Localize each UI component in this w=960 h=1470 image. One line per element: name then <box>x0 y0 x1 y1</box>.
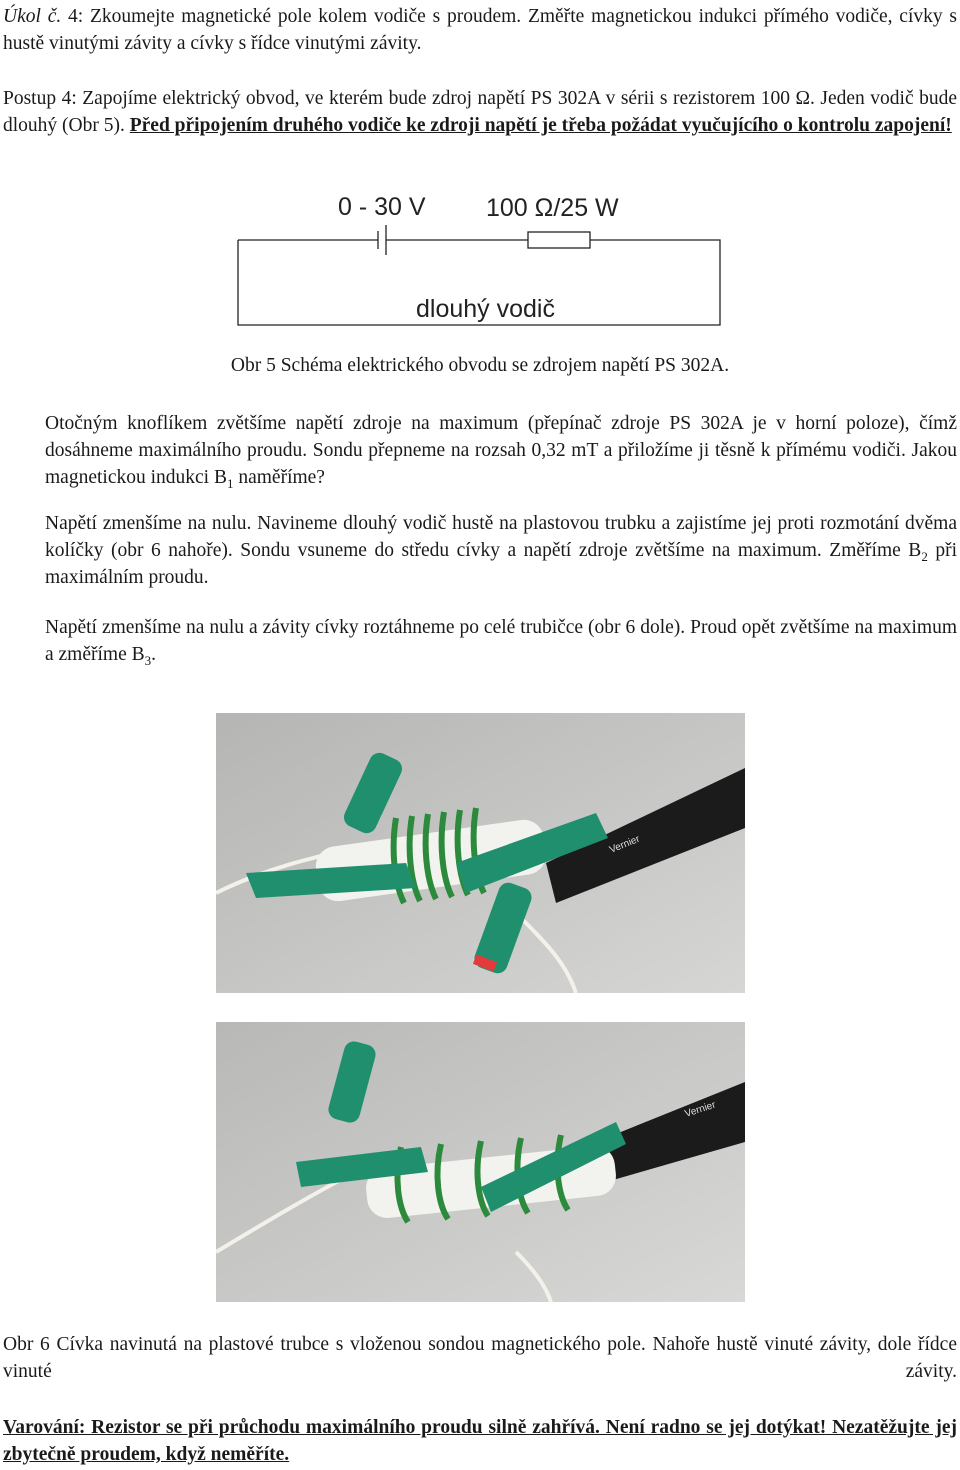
photo-dense-coil <box>216 713 745 993</box>
fig5-caption: Obr 5 Schéma elektrického obvodu se zdrojem napětí PS 302A. <box>230 355 730 376</box>
photo-sparse-coil <box>216 1022 745 1302</box>
procedure-warning: Před připojením druhého vodiče ke zdroji napětí je třeba požádat vyučujícího o kontrolu zapojení! <box>129 115 952 136</box>
paragraph-3-sub: 3 <box>144 652 152 668</box>
procedure-label: Postup 4: <box>3 88 77 109</box>
task-paragraph <box>3 3 957 57</box>
source-label: 0 - 30 V <box>338 193 426 221</box>
task-label: Úkol č. <box>3 6 62 27</box>
circuit-diagram <box>230 185 730 335</box>
procedure-text: Zapojíme elektrický obvod, ve kterém bude zdroj napětí PS 302A v sérii s rezistorem 100 Ω. Jeden vodič bude dlouhý (Obr 5). <box>3 88 957 136</box>
paragraph-2-text: Napětí zmenšíme na nulu. Navineme dlouhý vodič hustě na plastovou trubku a zajistíme jej proti rozmotání dvěma kolíčky (obr 6 nahoře). Sondu vsuneme do středu cívky a napětí zdroje zvětšíme na maximum. Změříme B <box>45 513 957 561</box>
paragraph-1-end: naměříme? <box>233 467 325 488</box>
paragraph-1-sub: 1 <box>226 475 234 491</box>
paragraph-1 <box>45 410 957 491</box>
paragraph-1-text: Otočným knoflíkem zvětšíme napětí zdroje na maximum (přepínač zdroje PS 302A je v horní poloze), čímž dosáhneme maximálního proudu. Sondu přepneme na rozsah 0,32 mT a přiložíme ji těsně k přímému vodiči. Jakou magnetickou indukci B <box>45 413 957 488</box>
paragraph-2-end: při maximálním proudu. <box>45 540 957 588</box>
paragraph-2 <box>45 510 957 591</box>
resistor-label: 100 Ω/25 W <box>486 194 619 222</box>
long-wire-label: dlouhý vodič <box>416 295 555 323</box>
paragraph-2-sub: 2 <box>921 548 928 564</box>
final-warning: Varování: Rezistor se při průchodu maximálního proudu silně zahřívá. Není radno se jej dotýkat! Nezatěžujte jej zbytečně proudem, když neměříte. <box>3 1417 957 1465</box>
procedure-paragraph <box>3 85 957 139</box>
paragraph-3-text: Napětí zmenšíme na nulu a závity cívky roztáhneme po celé trubičce (obr 6 dole). Proud opět zvětšíme na maximum a změříme B <box>45 617 957 665</box>
paragraph-3-end: . <box>151 644 156 665</box>
resistor-symbol <box>528 232 590 248</box>
task-text: Zkoumejte magnetické pole kolem vodiče s proudem. Změřte magnetickou indukci přímého vodiče, cívky s hustě vinutými závity a cívky s řídce vinutými závity. <box>3 6 957 54</box>
fig6-caption: Obr 6 Cívka navinutá na plastové trubce s vloženou sondou magnetického pole. Nahoře hustě vinuté závity, dole řídce vinuté závity. <box>3 1334 957 1382</box>
probe-label: Vernier <box>608 833 642 856</box>
task-number: 4: <box>68 6 84 27</box>
probe-label: Vernier <box>683 1099 718 1120</box>
paragraph-3 <box>45 614 957 668</box>
